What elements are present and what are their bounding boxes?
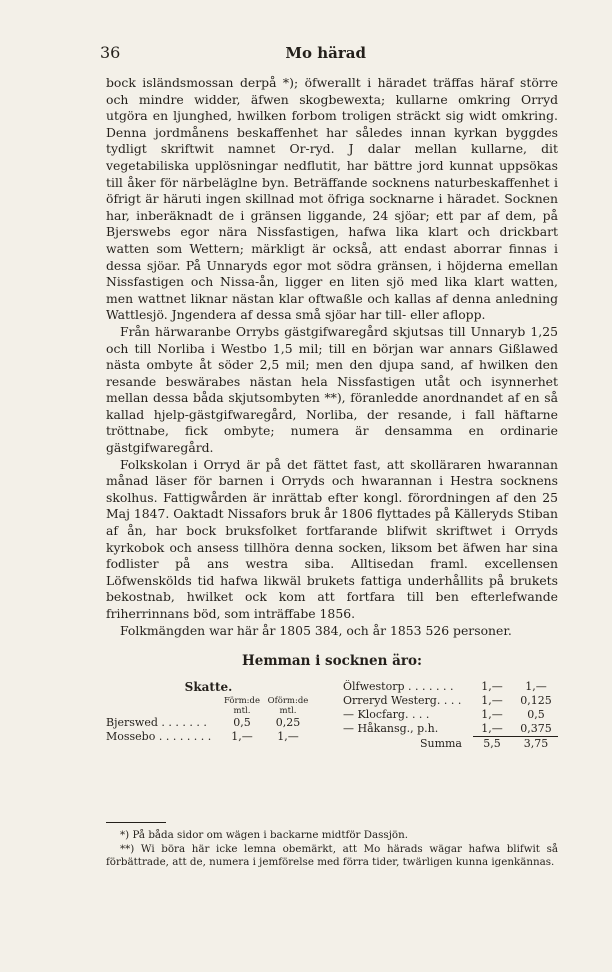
table-row xyxy=(106,730,311,744)
value: 1,— xyxy=(481,721,503,735)
value: 1,— xyxy=(277,729,299,743)
sum-value: 3,75 xyxy=(523,736,549,750)
value: 1,— xyxy=(481,679,503,693)
table-row xyxy=(343,680,558,694)
main-text xyxy=(106,75,558,751)
sum-row xyxy=(343,737,558,751)
table-row xyxy=(343,708,558,722)
value: 0,125 xyxy=(520,693,552,707)
table-row xyxy=(343,694,558,708)
hemman-tables xyxy=(106,680,558,751)
sum-label: Summa xyxy=(419,736,462,750)
hemman-table-right xyxy=(343,680,558,751)
section-heading: Hemman i socknen äro: xyxy=(242,653,422,670)
value: 1,— xyxy=(231,729,253,743)
column-header: Oförm:de mtl. xyxy=(267,695,309,716)
table-row xyxy=(343,722,558,736)
value: 0,25 xyxy=(275,715,301,729)
farm-name: Mossebo . . . . . . . . xyxy=(106,729,212,743)
skatte-table xyxy=(106,680,311,751)
farm-name: — Håkansg., p.h. xyxy=(343,721,439,735)
farm-name: Bjerswed . . . . . . . xyxy=(106,715,207,729)
paragraph: Folkskolan i Orryd är på det fättet fast, att skolläraren hwarannan månad läser för barnen i Orryds och hwarannan i Hestra socknens skolhus. Fattigwården är inrättab efter kongl. förordningen af den 25 Maj 1847. Oaktadt Nissafors bruk år 1806 flyttades på Källeryds Stiban af ån, har bock bruksfolket fortfarande blifwit skriftwet i Orryds kyrkobok och ansess tillhöra denna socken, liksom bet äfwen har sina fodlister på ans westra siba. Alltisedan framl. excellensen Löfwenskölds tid hafwa likwäl brukets fattiga underhållits på brukets bekostnab, hwilket ock kom att fortfara till ben efterlefwande friherrinnans böd, som inträffabe 1856. xyxy=(106,456,558,621)
value: 1,— xyxy=(481,707,503,721)
value: 1,— xyxy=(525,679,547,693)
page-header xyxy=(100,43,554,62)
value: 0,5 xyxy=(527,707,545,721)
running-title: Mo härad xyxy=(285,44,366,62)
farm-name: — Klocfarg. . . . xyxy=(343,707,430,721)
value: 1,— xyxy=(481,693,503,707)
page-number: 36 xyxy=(100,43,121,62)
column-headers xyxy=(106,696,311,716)
table-caption: Skatte. xyxy=(184,679,233,694)
footnote-rule xyxy=(106,822,166,823)
column-header: Förm:de mtl. xyxy=(223,695,260,716)
paragraph: Från härwaranbe Orrybs gästgifwaregård skjutsas till Unnaryb 1,25 och till Norliba i Westbo 1,5 mil; till en början war annars Gißlawed nästa ombyte åt söder 2,5 mil; men den djupa sand, af hwilken den resande beswärabes nästan hela Nissfastigen utåt och isynnerhet mellan dessa båda skjutsombyten **), föranledde anordnandet af en så kallad hjelp-gästgifwaregård, Norliba, der resande, i fall häftarne tröttnabe, fick ombyte; numera är densamma en ordinarie gästgifwaregård. xyxy=(106,323,558,456)
footnotes xyxy=(106,822,558,870)
footnote: **) Wi böra här icke lemna obemärkt, att Mo härads wägar hafwa blifwit så förbättrade, att de, numera i jemförelse med förra tider, twärligen kunna igenkännas. xyxy=(106,842,558,868)
value: 0,375 xyxy=(520,721,552,735)
farm-name: Orreryd Westerg. . . . xyxy=(343,693,462,707)
value: 0,5 xyxy=(233,715,251,729)
paragraph: bock isländsmossan derpå *); öfwerallt i häradet träffas häraf större och mindre widder, äfwen skogbewexta; kullarne omkring Orryd utgöra en ljunghed, hwilken forbom troligen sträckt sig widt omkring. Denna jordmånens beskaffenhet har således innan kyrkan byggdes tydligt skriftwit namnet Or-ryd. J dalar mellan kullarne, dit vegetabiliska upplösningar nedflutit, har bättre jord kunnat uppsökas till åker för närbeläglne byn. Beträffande socknens naturbeskaffenhet i öfrigt är häruti ingen skillnad mot öfriga socknarne i häradet. Socknen har, inberäknadt de i gränsen liggande, 24 sjöar; ett par af dem, på Bjerswebs egor nära Nissfastigen, hafwa lika klart och drickbart watten som Wettern; märkligt är också, att endast aborrar finnas i dessa sjöar. På Unnaryds egor mot södra gränsen, i höjderna emellan Nissfastigen och Nissa-ån, ligger en liten sjö med lika klart watten, men wattnet liknar nästan klar oftwaßle och kallas af denna anledning Wattlesjö. Jngendera af dessa små sjöar har till- eller aflopp. xyxy=(106,75,558,323)
footnote: *) På båda sidor om wägen i backarne midtför Dassjön. xyxy=(120,829,409,841)
paragraph: Folkmängden war här år 1805 384, och år 1853 526 personer. xyxy=(120,622,512,638)
table-row xyxy=(106,716,311,730)
farm-name: Ölfwestorp . . . . . . . xyxy=(343,679,454,693)
sum-value: 5,5 xyxy=(483,736,501,750)
